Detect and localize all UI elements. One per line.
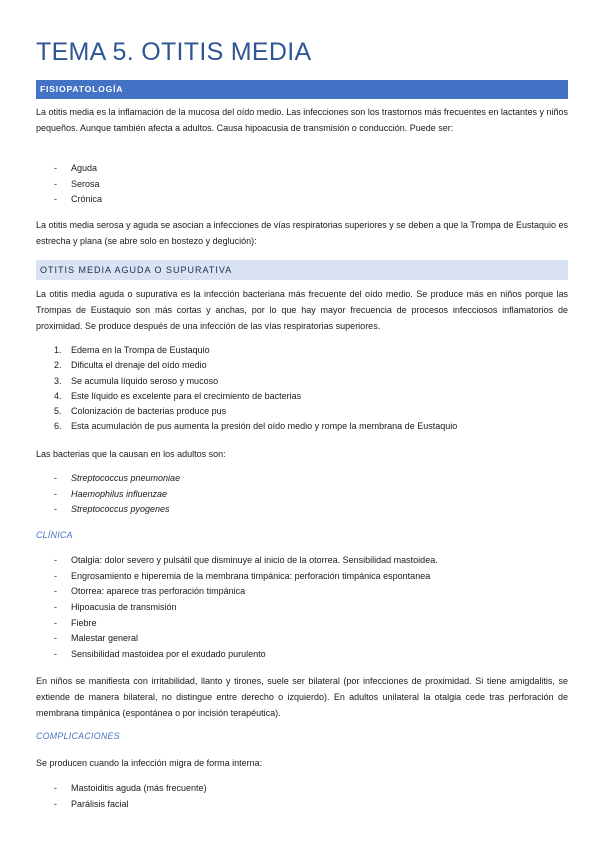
page-title: TEMA 5. OTITIS MEDIA: [36, 38, 312, 66]
list-item: - Serosa: [54, 177, 102, 193]
complicaciones-intro: Se producen cuando la infección migra de forma interna:: [36, 758, 263, 768]
dash-bullet: -: [54, 617, 57, 628]
list-item: 1. Edema en la Trompa de Eustaquio: [54, 343, 457, 358]
step-number: 3.: [54, 375, 62, 386]
list-item: 2. Dificulta el drenaje del oído medio: [54, 358, 457, 373]
step-number: 5.: [54, 406, 62, 417]
dash-bullet: -: [54, 633, 57, 644]
types-list: [54, 161, 102, 208]
list-item: 6. Esta acumulación de pus aumenta la presión del oído medio y rompe la membrana de Eustaquio: [54, 419, 457, 434]
list-item: - Fiebre: [54, 616, 438, 632]
serosa-aguda-paragraph: La otitis media serosa y aguda se asocian a infecciones de vías respiratorias superiores y se deben a que la Trompa de Eustaquio es estrecha y plana (se abre solo en bostezo y deglución):: [36, 220, 568, 246]
dash-bullet: -: [54, 194, 57, 205]
list-item: - Aguda: [54, 161, 102, 177]
section-header-fisiopatologia: FISIOPATOLOGÍA: [36, 80, 568, 99]
clinica-heading: CLÍNICA: [36, 530, 73, 540]
list-item: - Hipoacusia de transmisión: [54, 600, 438, 616]
list-item: - Parálisis facial: [54, 797, 207, 813]
bacteria-list: [54, 471, 180, 518]
bacteria-intro: Las bacterias que la causan en los adultos son:: [36, 449, 226, 459]
pathogenesis-steps-list: [54, 343, 457, 435]
dash-bullet: -: [54, 570, 57, 581]
list-item: - Crónica: [54, 192, 102, 208]
list-item: 3. Se acumula líquido seroso y mucoso: [54, 374, 457, 389]
complicaciones-list: [54, 781, 207, 812]
list-item: - Engrosamiento e hiperemia de la membrana timpánica: perforación timpánica espontanea: [54, 569, 438, 585]
clinica-list: [54, 553, 438, 663]
dash-bullet: -: [54, 488, 57, 499]
ninos-paragraph: En niños se manifiesta con irritabilidad, llanto y tirones, suele ser bilateral (por infecciones de proximidad. Si tiene amigdalitis, se extiende de manera bilateral, no distingue entre derecho o izquierdo). En adultos unilateral la otalgia cede tras perforación de membrana timpánica (espontánea o por incisión terapéutica).: [36, 676, 568, 718]
otitis-aguda-intro: La otitis media aguda o supurativa es la infección bacteriana más frecuente del oído medio. Se produce más en niños porque las Trompas de Eustaquio son más cortas y anchas, por lo que hay mayor frecuencia de procesos infecciosos inflamatorios de proximidad. Se produce después de una infección de las vías respiratorias superiores.: [36, 289, 568, 331]
step-number: 6.: [54, 421, 62, 432]
list-item: 4. Este líquido es excelente para el crecimiento de bacterias: [54, 389, 457, 404]
dash-bullet: -: [54, 783, 57, 793]
subsection-header-otitis-aguda: OTITIS MEDIA AGUDA O SUPURATIVA: [36, 260, 568, 280]
dash-bullet: -: [54, 555, 57, 565]
list-item: - Streptococcus pneumoniae: [54, 471, 180, 487]
step-number: 2.: [54, 360, 62, 371]
dash-bullet: -: [54, 163, 57, 173]
fisiopatologia-intro: La otitis media es la inflamación de la mucosa del oído medio. Las infecciones son los trastornos más frecuentes en lactantes y niños pequeños. Aunque también afecta a adultos. Causa hipoacusia de transmisión o conducción. Puede ser:: [36, 107, 568, 133]
list-item: - Otalgia: dolor severo y pulsátil que disminuye al inicio de la otorrea. Sensibilidad mastoidea.: [54, 553, 438, 569]
complicaciones-heading: COMPLICACIONES: [36, 731, 120, 741]
dash-bullet: -: [54, 178, 57, 189]
dash-bullet: -: [54, 602, 57, 613]
list-item: 5. Colonización de bacterias produce pus: [54, 404, 457, 419]
dash-bullet: -: [54, 586, 57, 597]
list-item: - Streptococcus pyogenes: [54, 502, 180, 518]
list-item: - Haemophilus influenzae: [54, 487, 180, 503]
list-item: - Mastoiditis aguda (más frecuente): [54, 781, 207, 797]
step-number: 4.: [54, 390, 62, 401]
list-item: - Sensibilidad mastoidea por el exudado purulento: [54, 647, 438, 663]
list-item: - Otorrea: aparece tras perforación timpánica: [54, 584, 438, 600]
dash-bullet: -: [54, 649, 57, 660]
step-number: 1.: [54, 345, 62, 355]
dash-bullet: -: [54, 798, 57, 809]
dash-bullet: -: [54, 504, 57, 515]
list-item: - Malestar general: [54, 631, 438, 647]
dash-bullet: -: [54, 473, 57, 483]
